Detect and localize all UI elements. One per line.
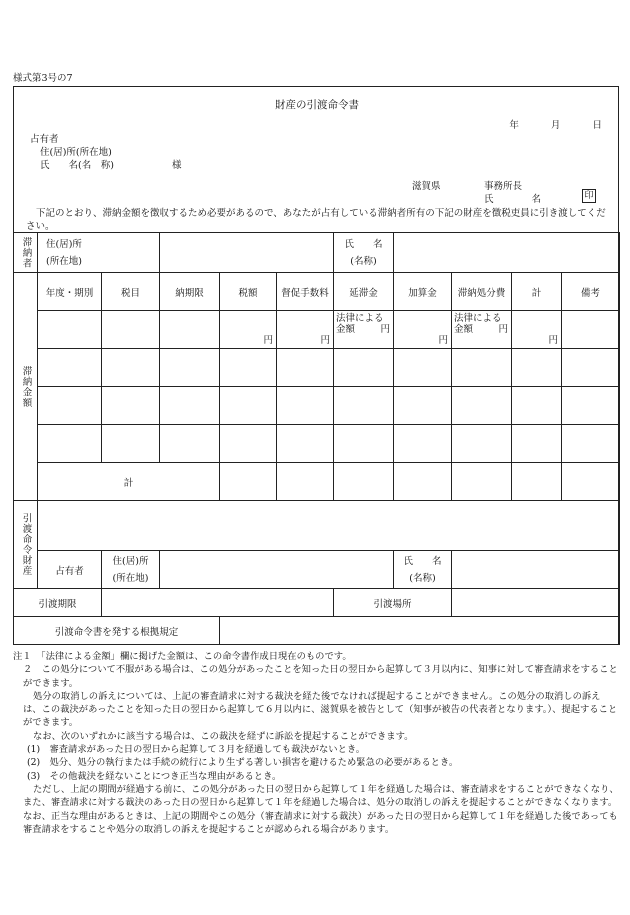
note-item-2: (2) 処分、処分の執行または手続の続行により生ずる著しい損害を避けるため緊急の必要があるとき。 <box>27 757 459 769</box>
delivery-place-label: 引渡場所 <box>334 589 452 617</box>
late-fee-legal-cell: 法律による金額 円 <box>334 311 394 349</box>
delinquent-name-value <box>394 233 620 273</box>
delinquent-name-label: 氏 名 (名称) <box>334 233 394 273</box>
yen-unit: 円 <box>512 311 562 349</box>
property-address-value <box>160 551 394 589</box>
delinquent-section-label: 滞納者 <box>14 233 38 273</box>
property-name-value <box>452 551 620 589</box>
addressee-address-label: 住(居)所(所在地) <box>40 147 112 158</box>
day-label: 日 <box>592 120 602 131</box>
issuer-prefecture: 滋賀県 <box>412 181 441 192</box>
table-row <box>14 349 620 387</box>
yen-unit: 円 <box>277 311 334 349</box>
header-late-fee: 延滞金 <box>334 273 394 311</box>
property-section-label: 引渡命令財産 <box>14 501 38 589</box>
note-2: ２ この処分について不服がある場合は、この処分があったことを知った日の翌日から起算して３月以内に、知事に対して審査請求をすることができます。 <box>23 664 618 689</box>
header-reminder-fee: 督促手数料 <box>277 273 334 311</box>
header-total: 計 <box>512 273 562 311</box>
notes-section <box>13 650 619 836</box>
header-tax-item: 税目 <box>102 273 160 311</box>
form-number: 様式第3号の7 <box>13 73 73 84</box>
total-label: 計 <box>38 463 220 501</box>
property-occupant-label: 占有者 <box>38 551 102 589</box>
header-remarks: 備考 <box>562 273 620 311</box>
issuer-name-label: 氏 名 <box>484 194 542 205</box>
month-label: 月 <box>550 120 561 131</box>
header-disposition-cost: 滞納処分費 <box>452 273 512 311</box>
yen-unit: 円 <box>220 311 277 349</box>
property-name-label: 氏 名 (名称) <box>394 551 452 589</box>
addressee-name-label: 氏 名(名 称) <box>40 160 114 171</box>
header-year-period: 年度・期別 <box>38 273 102 311</box>
header-tax-amount: 税額 <box>220 273 277 311</box>
note-item-3: (3) その他裁決を経ないことにつき正当な理由があるとき。 <box>27 770 282 782</box>
disposition-legal-cell: 法律による金額 円 <box>452 311 512 349</box>
occupant-label: 占有者 <box>30 134 59 145</box>
table-row <box>14 387 620 425</box>
order-table <box>13 232 620 645</box>
year-label: 年 <box>509 120 519 131</box>
header-additional-tax: 加算金 <box>394 273 452 311</box>
issuer-office: 事務所長 <box>484 181 523 192</box>
table-row <box>14 425 620 463</box>
delivery-period-label: 引渡期限 <box>14 589 102 617</box>
yen-unit: 円 <box>394 311 452 349</box>
seal-mark: 印 <box>582 189 596 203</box>
intro-text: 下記のとおり、滞納金額を徴収するため必要があるので、あなたが占有している滞納者所有の下記の財産を徴税吏員に引き渡してください。 <box>26 208 606 232</box>
note-2d: ただし、上記の期間が経過する前に、この処分があった日の翌日から起算して１年を経過した場合は、審査請求をすることができなくなり、また、審査請求に対する裁決のあった日の翌日から起算して１年を経過した場合は、処分の取消しの訴えを提起することができなくなります。なお、正当な理由があるときは、上記の期間やこの処分（審査請求に対する裁決）があった日の翌日から起算して１年を経過した後であっても審査請求をすることや処分の取消しの訴えを提起することが認められる場合があります。 <box>23 783 619 835</box>
delinquent-address-label: 住(居)所 (所在地) <box>38 233 160 273</box>
delivery-place-value <box>452 589 620 617</box>
delivery-period-value <box>102 589 334 617</box>
table-row <box>14 311 620 349</box>
legal-basis-value <box>220 617 620 645</box>
delinquent-address-value <box>160 233 334 273</box>
property-description <box>38 501 620 551</box>
document-title: 財産の引渡命令書 <box>275 99 359 111</box>
note-1: 注１ 「法律による金額」欄に掲げた金額は、この命令書作成日現在のものです。 <box>13 651 352 662</box>
header-due-date: 納期限 <box>160 273 220 311</box>
total-row <box>14 463 620 501</box>
note-2b: 処分の取消しの訴えについては、上記の審査請求に対する裁決を経た後でなければ提起することができません。この処分の取消しの訴えは、この裁決があったことを知った日の翌日から起算して６月以内に、滋賀県を被告として（知事が被告の代表者となります。）、提起することができます。 <box>23 690 618 729</box>
property-address-label: 住(居)所 (所在地) <box>102 551 160 589</box>
date-line <box>509 117 602 131</box>
amount-section-label: 滞納金額 <box>14 273 38 501</box>
note-item-1: (1) 審査請求があった日の翌日から起算して３月を経過しても裁決がないとき。 <box>27 744 366 756</box>
note-2c: なお、次のいずれかに該当する場合は、この裁決を経ずに訴訟を提起することができます。 <box>33 730 414 742</box>
legal-basis-label: 引渡命令書を発する根拠規定 <box>14 617 220 645</box>
honorific: 様 <box>172 160 182 171</box>
